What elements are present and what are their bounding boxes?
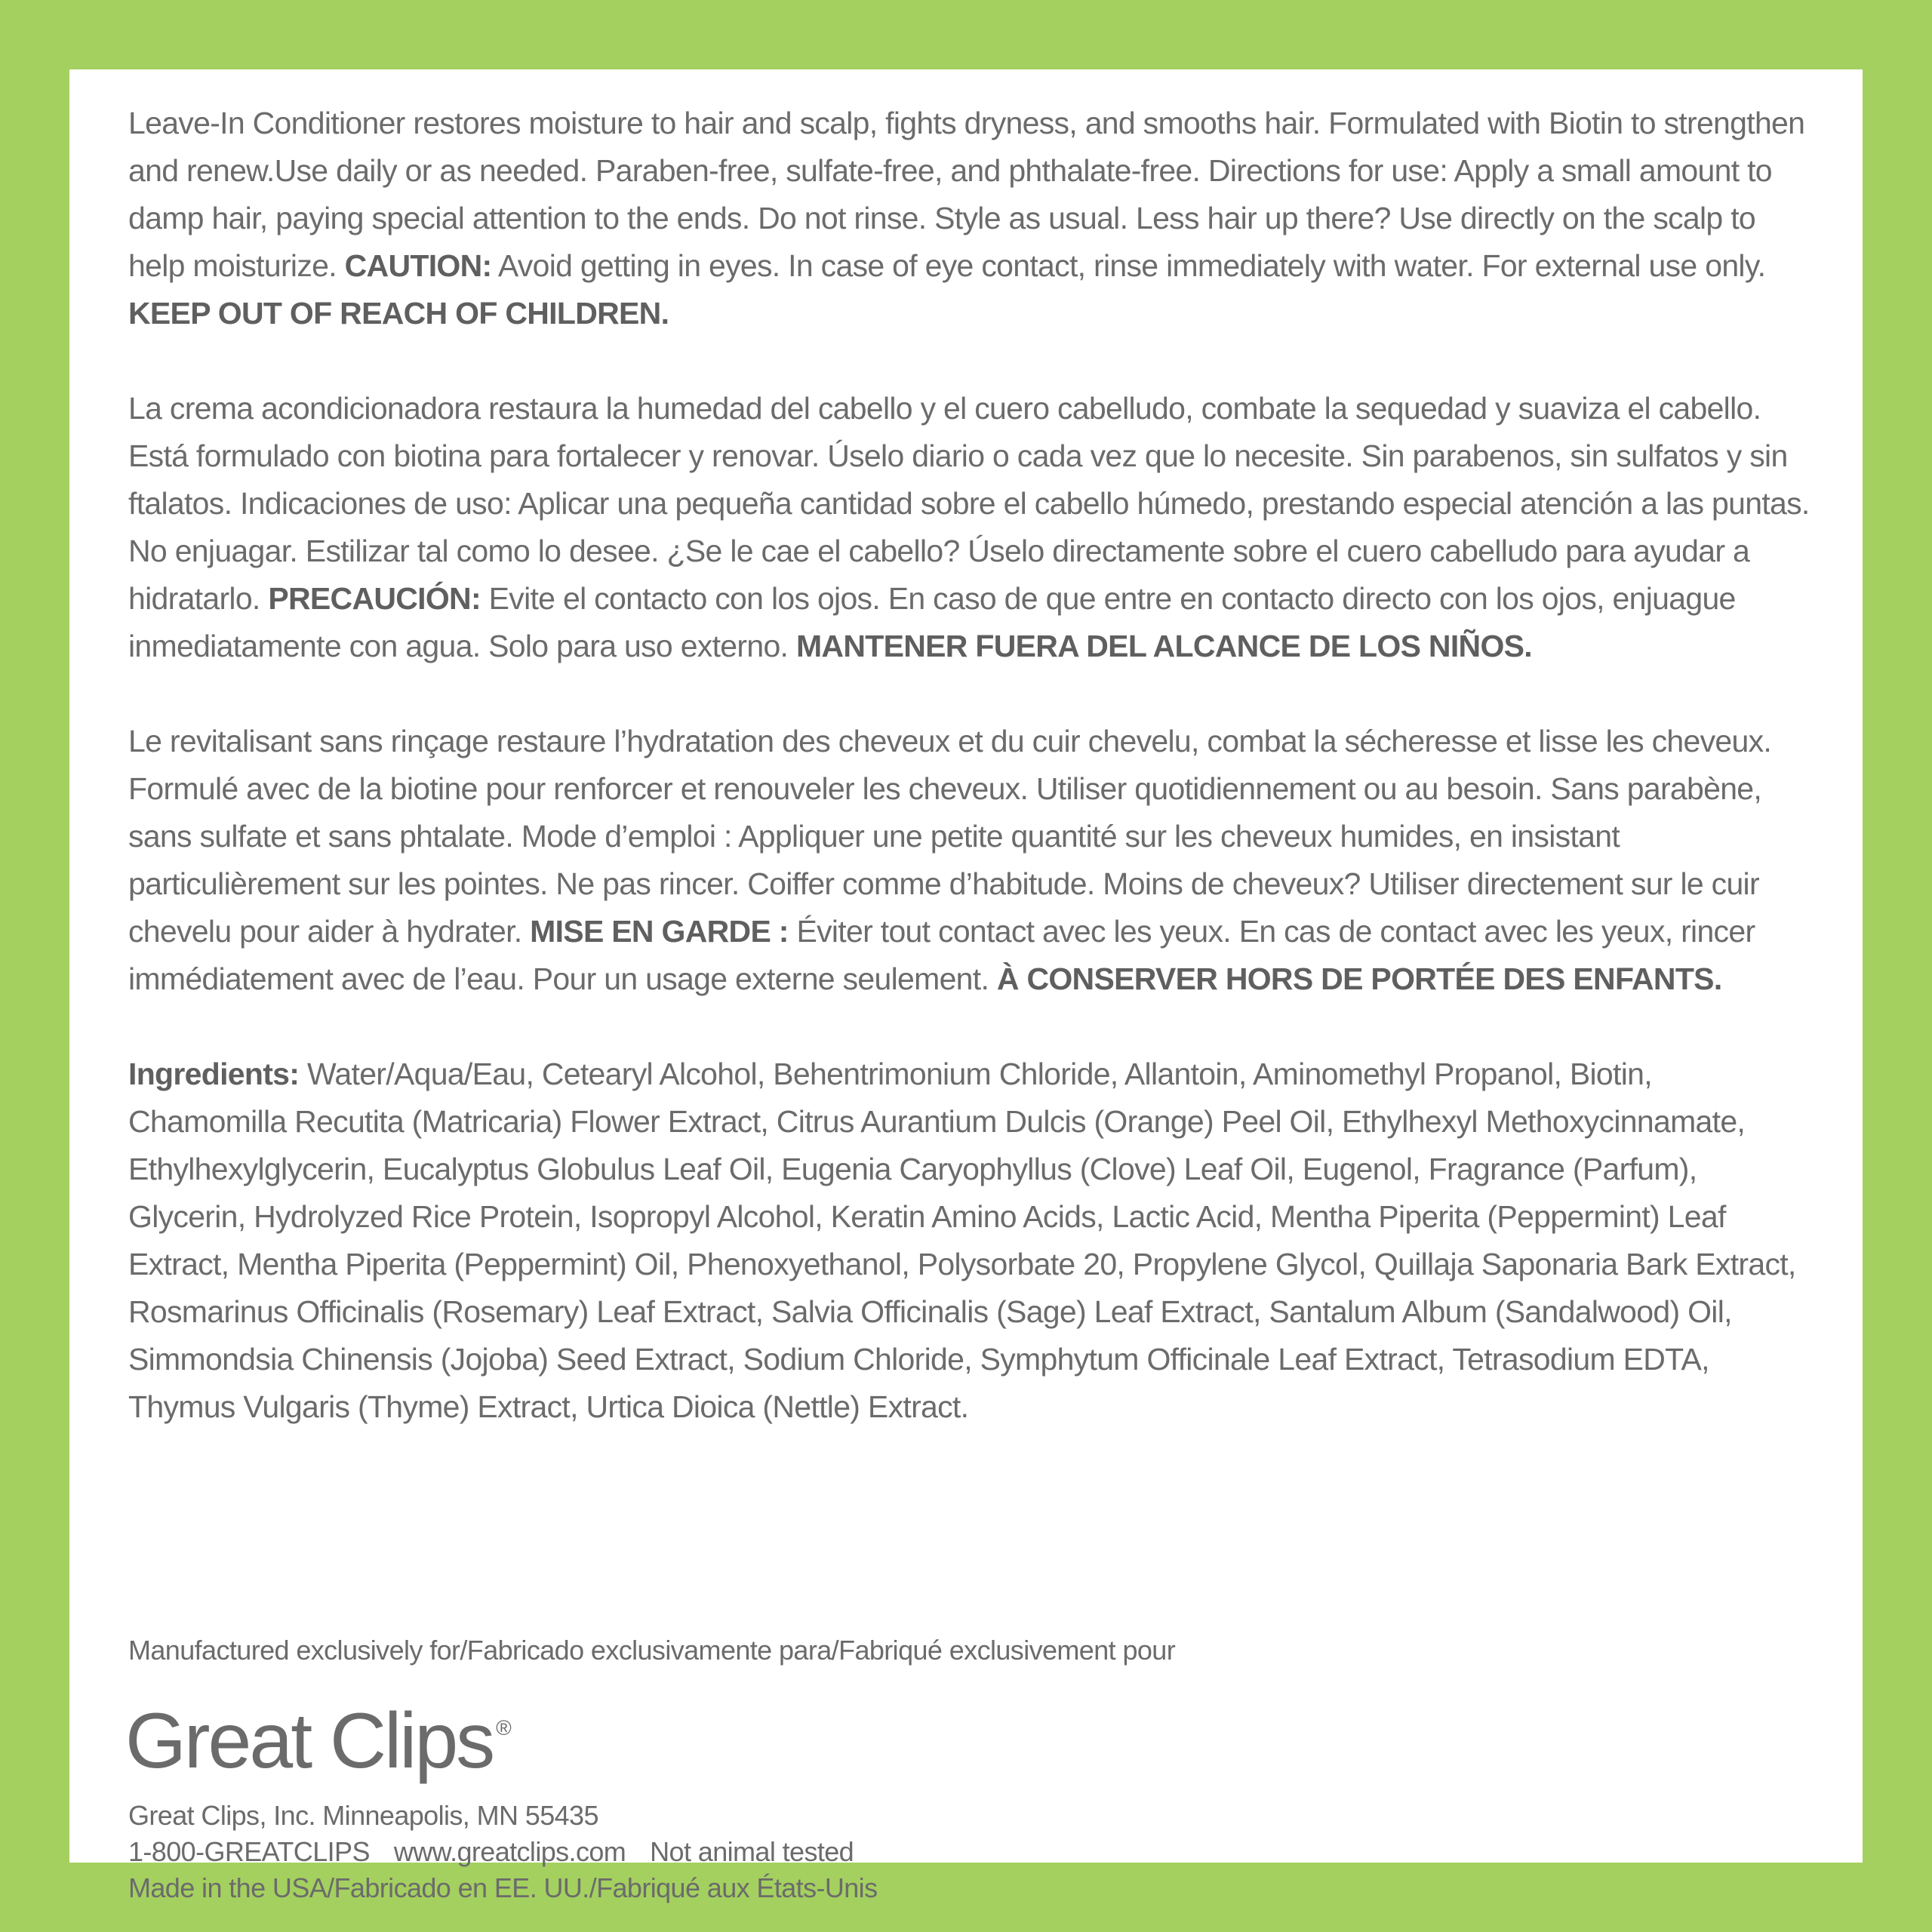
ingredients-heading: Ingredients: [128,1057,300,1091]
french-paragraph [128,718,1810,1003]
spanish-warning: MANTENER FUERA DEL ALCANCE DE LOS NIÑOS. [795,629,1532,663]
company-info [128,1798,877,1906]
ingredients-paragraph [128,1051,1810,1431]
contact-line [128,1834,877,1870]
spanish-paragraph [128,385,1810,670]
logo-wordmark: Great Clips [125,1697,494,1785]
french-warning: À CONSERVER HORS DE PORTÉE DES ENFANTS. [996,961,1722,996]
animal-testing-claim: Not animal tested [650,1836,854,1867]
spanish-intro: La crema acondicionadora restaura la humedad del cabello y el cuero cabelludo, combate la sequedad y suaviza el cabello. Está formulado con biotina para fortalecer y renovar. Úselo diario o cada vez que lo necesite. Sin parabenos, sin sulfatos y sin ftalatos. Indicaciones de uso: Aplicar una pequeña cantidad sobre el cabello húmedo, prestando especial atención a las puntas. No enjuagar. Estilizar tal como lo desee. ¿Se le cae el cabello? Úselo directamente sobre el cuero cabelludo para ayudar a hidratarlo. [128,391,1810,616]
english-intro: Leave-In Conditioner restores moisture to hair and scalp, fights dryness, and smooths hair. Formulated with Biotin to strengthen and renew.Use daily or as needed. Paraben-free, sulfate-free, and phthalate-free. Directions for use: Apply a small amount to damp hair, paying special attention to the ends. Do not rinse. Style as usual. Less hair up there? Use directly on the scalp to help moisturize. [128,106,1805,283]
label-panel [69,69,1863,1903]
english-warning: KEEP OUT OF REACH OF CHILDREN. [128,296,669,331]
country-of-origin: Made in the USA/Fabricado en EE. UU./Fabriqué aux États-Unis [128,1872,878,1903]
label-content [128,100,1810,1431]
english-caution-heading: CAUTION: [344,248,492,283]
company-phone: 1-800-GREATCLIPS [128,1836,370,1867]
great-clips-logo [125,1697,512,1785]
english-caution-text: Avoid getting in eyes. In case of eye contact, rinse immediately with water. For external use only. [497,248,1766,283]
ingredients-list: Water/Aqua/Eau, Cetearyl Alcohol, Behentrimonium Chloride, Allantoin, Aminomethyl Propanol, Biotin, Chamomilla Recutita (Matricaria) Flower Extract, Citrus Aurantium Dulcis (Orange) Peel Oil, Ethylhexyl Methoxycinnamate, Ethylhexylglycerin, Eucalyptus Globulus Leaf Oil, Eugenia Caryophyllus (Clove) Leaf Oil, Eugenol, Fragrance (Parfum), Glycerin, Hydrolyzed Rice Protein, Isopropyl Alcohol, Keratin Amino Acids, Lactic Acid, Mentha Piperita (Peppermint) Leaf Extract, Mentha Piperita (Peppermint) Oil, Phenoxyethanol, Polysorbate 20, Propylene Glycol, Quillaja Saponaria Bark Extract, Rosmarinus Officinalis (Rosemary) Leaf Extract, Salvia Officinalis (Sage) Leaf Extract, Santalum Album (Sandalwood) Oil, Simmondsia Chinensis (Jojoba) Seed Extract, Sodium Chloride, Symphytum Officinale Leaf Extract, Tetrasodium EDTA, Thymus Vulgaris (Thyme) Extract, Urtica Dioica (Nettle) Extract. [128,1057,1796,1424]
manufactured-for: Manufactured exclusively for/Fabricado exclusivamente para/Fabriqué exclusivement pour [128,1635,1176,1666]
spanish-caution-heading: PRECAUCIÓN: [268,581,481,616]
company-address: Great Clips, Inc. Minneapolis, MN 55435 [128,1800,598,1831]
company-website: www.greatclips.com [393,1836,626,1867]
french-caution-text: Éviter tout contact avec les yeux. En cas de contact avec les yeux, rincer immédiatement avec de l’eau. Pour un usage externe seulement. [128,914,1755,996]
registered-mark: ® [496,1716,512,1740]
french-caution-heading: MISE EN GARDE : [530,914,789,949]
english-paragraph [128,100,1810,337]
french-intro: Le revitalisant sans rinçage restaure l’hydratation des cheveux et du cuir chevelu, combat la sécheresse et lisse les cheveux. Formulé avec de la biotine pour renforcer et renouveler les cheveux. Utiliser quotidiennement ou au besoin. Sans parabène, sans sulfate et sans phtalate. Mode d’emploi : Appliquer une petite quantité sur les cheveux humides, en insistant particulièrement sur les pointes. Ne pas rincer. Coiffer comme d’habitude. Moins de cheveux? Utiliser directement sur le cuir chevelu pour aider à hydrater. [128,724,1772,949]
spanish-caution-text: Evite el contacto con los ojos. En caso de que entre en contacto directo con los ojos, enjuague inmediatamente con agua. Solo para uso externo. [128,581,1736,663]
